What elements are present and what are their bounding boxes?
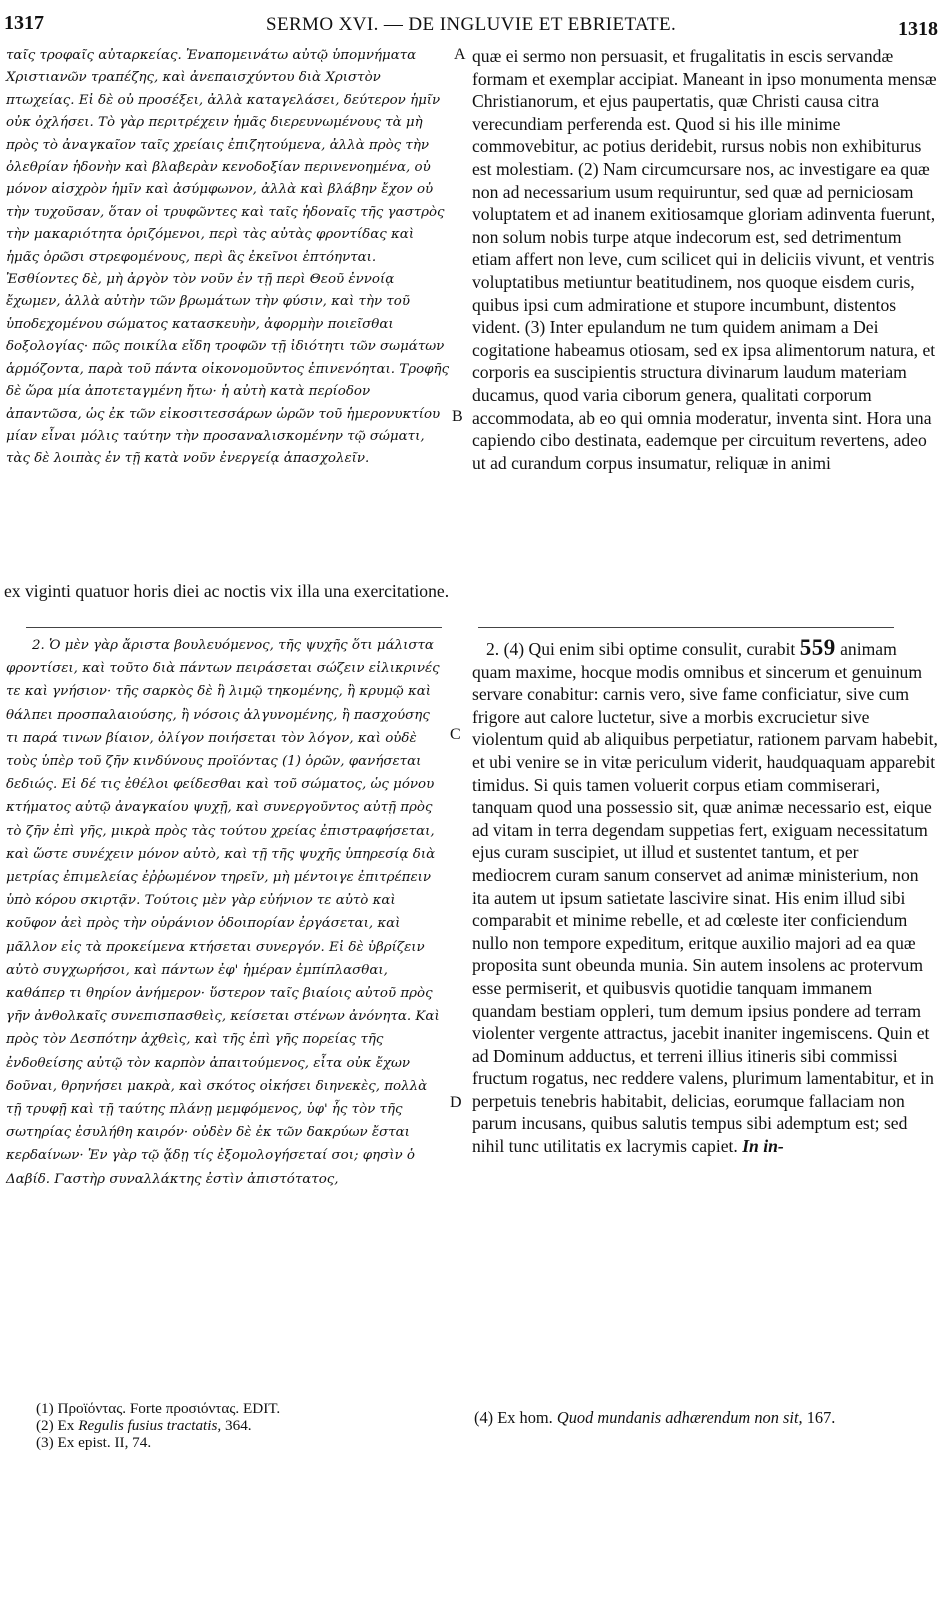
running-header (0, 10, 944, 44)
footnote-4 (474, 1408, 914, 1428)
footnote-2-title: Regulis fusius tractatis, (78, 1417, 222, 1434)
latin-italic-ending: In in- (742, 1136, 784, 1157)
footnote-4-prefix: (4) Ex hom. (474, 1408, 553, 1427)
latin-column-top (472, 45, 938, 474)
margin-letter-c: C (450, 726, 461, 743)
greek-text-top: ταῖς τροφαῖς αὐταρκείας. Ἐναπομεινάτω αὐτῷ ὑπομνήματα Χριστιανῶν τραπέζης, καὶ ἀνεπαισχύντου διὰ Χριστὸν πτωχείας. Εἰ δὲ οὐ προσέξει, ἀλλὰ καταγελάσει, δεύτερον ἡμῖν οὐκ ὀχλήσει. Τὸ γὰρ περιτρέχειν ἡμᾶς διερευνωμένους τὰ μὴ πρὸς τὸ ἀναγκαῖον ταῖς χρείαις ἐπιζητούμενα, ἀλλὰ πρὸς τὴν ὀλεθρίαν ἡδονὴν καὶ βλαβερὰν κενοδοξίαν περινενοημένα, οὐ μόνον αἰσχρὸν ἡμῖν καὶ ἀσύμφωνον, ἀλλὰ καὶ βλάβην ἔχον οὐ τὴν τυχοῦσαν, ὅταν οἱ τρυφῶντες καὶ ταῖς ἡδοναῖς τῆς γαστρὸς τὴν μακαριότητα ὁριζόμενοι, περὶ τὰς αὐτὰς φροντίδας καὶ ἡμᾶς ὁρῶσι στρεφομένους, περὶ ἃς ἐκεῖνοι ἐπτόηνται. Ἐσθίοντες δὲ, μὴ ἀργὸν τὸν νοῦν ἐν τῇ περὶ Θεοῦ ἐννοίᾳ ἔχωμεν, ἀλλὰ αὐτὴν τῶν βρωμάτων τὴν φύσιν, καὶ τὴν τοῦ ὑποδεχομένου σώματος κατασκευὴν, ἀφορμὴν ποιεῖσθαι δοξολογίας· πῶς ποικίλα εἴδη τροφῶν τῇ ἰδιότητι τῶν σωμάτων ἁρμόζοντα, παρὰ τοῦ πάντα οἰκονομοῦντος ἐπινενόηται. Τροφῆς δὲ ὥρα μία ἀποτεταγμένη ἤτω· ἡ αὐτὴ κατὰ περίοδον ἀπαντῶσα, ὡς ἐκ τῶν εἰκοσιτεσσάρων ὡρῶν τοῦ ἡμερονυκτίου μίαν εἶναι μόλις ταύτην τὴν προσαναλισκομένην τῷ σώματι, τὰς δὲ λοιπὰς ἐν τῇ κατὰ νοῦν ἐνεργείᾳ ἀπασχολεῖν. (6, 48, 450, 467)
latin-paragraph-2 (472, 637, 938, 1158)
column-number: 559 (799, 635, 836, 660)
margin-letter-b: B (452, 408, 463, 425)
footnote-4-suffix: 167. (806, 1408, 836, 1427)
greek-column-top (6, 45, 450, 471)
footnotes-right (474, 1408, 914, 1428)
latin-text-top: quæ ei sermo non persuasit, et frugalitatis in escis servandæ formam et exemplar accipiat. Maneant in ipso monumenta mensæ Christianorum, et ejus paupertatis, quæ Christi causa citra verecundiam perferenda est. Quod si his ille minime commovebitur, ac potius deridebit, rursus nobis non exhibiturus est molestiam. (2) Nam circumcursare nos, ac investigare ea quæ non ad necessarium usum requiruntur, sed quæ ad perniciosam voluptatem et ad inanem exitiosamque gloriam adinventa fuerunt, non solum nobis turpe atque indecorum est, sed detrimentum etiam affert non leve, cum scilicet qui in deliciis vivunt, et ventris voluptatibus metiuntur beatitudinem, nos quoque eisdem curis, quibus ipsi cum admiratione et stupore incumbunt, distentos vident. (3) Inter epulandum ne tum quidem animam a Dei cogitatione habeamus otiosam, sed ex ipsa alimentorum natura, et corporis ea suscipientis structura divinarum laudum materiam ducamus, quod varia ciborum genera, qualitati corporum accommodata, ab eo qui omnia moderatur, inventa sint. Hora una capiendo cibo destinata, eademque per circuitum revertens, adeo ut ad curandum corpus insumatur, reliquæ in animi (472, 46, 937, 473)
divider-left (26, 627, 442, 628)
latin-overflow-line: ex viginti quatuor horis diei ac noctis vix illa una exercitatione. (4, 581, 450, 601)
running-title: SERMO XVI. — DE INGLUVIE ET EBRIETATE. (266, 14, 677, 35)
page-number-right: 1318 (898, 18, 938, 40)
latin-paragraph-body: animam quam maxime, hocque modis omnibus et sincerum et genuinum servare conabitur: carnis vero, sive fame conficiatur, sive cum frigore aut calore luctetur, sive a morbis excrucietur sive violentum quid ab aliquibus perpetiatur, rationem parvam habebit, et ubi venire se in vitæ periculum viderit, haudquaquam apparebit timidus. Si quis tamen voluerit corpus etiam commiserari, tanquam quod una possessio sit, quæ animæ necessario est, eique ad vitam in terra degendam suppetias fert, exiguam necessitatum ejus curam suscipiet, ut illud et sustentet tantum, et per mediocrem curam sanum conservet ad animæ ministerium, non ita autem ut ipsum satietate lascivire sinat. His enim illud sibi comparabit et minime rebelle, et ad cœleste iter conficiendum nullo non tempore expeditum, eritque auxilio majori ad ea quæ proposita sunt obeunda munia. Sin autem insolens ac protervum esse permiserit, et quibusvis quotidie tanquam immanem quandam bestiam oppleri, tum demum ipsius pondere ad terram violenter vergente attractus, jacebit inaniter ingemiscens. Quin et ad Dominum adductus, et terreni illius itineris sibi commissi fructum rogatus, nec reddere valens, plurimum lamentabitur, et in perpetuis tenebris habitabit, delicias, eorumque fallaciam non parum incusans, quibus salutis tempus sibi ademptum est; sed nihil tunc utilitatis ex lacrymis capiet. (472, 639, 938, 1157)
footnote-3: (3) Ex epist. II, 74. (36, 1434, 152, 1451)
footnote-2-prefix: (2) Ex (36, 1417, 75, 1434)
latin-column-bottom (472, 637, 938, 1158)
footnotes-left (36, 1400, 446, 1451)
footnote-2 (36, 1417, 446, 1434)
margin-letter-a: A (454, 46, 466, 63)
footnote-4-title: Quod mundanis adhærendum non sit, (556, 1408, 803, 1427)
latin-paragraph-lead: 2. (4) Qui enim sibi optime consulit, curabit (486, 639, 796, 659)
greek-column-bottom (6, 634, 446, 1191)
greek-text-bottom: 2. Ὁ μὲν γὰρ ἄριστα βουλευόμενος, τῆς ψυχῆς ὅτι μάλιστα φροντίσει, καὶ τοῦτο διὰ πάντων πειράσεται σώζειν εἰλικρινές τε καὶ γνήσιον· τῆς σαρκὸς δὲ ἢ λιμῷ τηκομένης, ἢ κρυμῷ καὶ θάλπει προσπαλαιούσης, ἢ νόσοις ἀλγυνομένης, ἢ πασχούσης τι παρά τινων βίαιον, ὀλίγον ποιήσεται τὸν λόγον, καὶ οὐδὲ τοὺς ὑπὲρ τοῦ ζῆν κινδύνους προϊόντας (1) ὁρῶν, φανήσεται δεδιώς. Εἰ δέ τις ἐθέλοι φείδεσθαι καὶ τοῦ σώματος, ὡς μόνου κτήματος αὐτῷ ἀναγκαίου ψυχῇ, καὶ συνεργοῦντος αὐτῇ πρὸς τὸ ζῆν ἐπὶ γῆς, μικρὰ πρὸς τὰς τούτου χρείας ἐπιστραφήσεται, καὶ ὥστε συνέχειν μόνον αὐτὸ, καὶ τῇ τῆς ψυχῆς ὑπηρεσίᾳ διὰ μετρίας ἐπιμελείας ἐῤῥωμένον τηρεῖν, μὴ μέντοιγε ἐπιτρέπειν ὑπὸ κόρου σκιρτᾷν. Τούτοις μὲν γὰρ εὐήνιον τε αὐτὸ καὶ κοῦφον ἀεὶ πρὸς τὴν οὐράνιον ὁδοιπορίαν ἐργάσεται, καὶ μᾶλλον εἰς τὰ προκείμενα κτήσεται συνεργόν. Εἰ δὲ ὑβρίζειν αὐτὸ συγχωρήσοι, καὶ πάντων ἐφ' ἡμέραν ἐμπίπλασθαι, καθάπερ τι θηρίον ἀνήμερον· ὕστερον ταῖς βιαίοις αὐτοῦ πρὸς γῆν ἀνθολκαῖς συνεπισπασθεὶς, κείσεται στένων ἀνόνητα. Καὶ πρὸς τὸν Δεσπότην ἀχθεὶς, καὶ τῆς ἐπὶ γῆς πορείας τῆς ἐνδοθείσης αὐτῷ τὸν καρπὸν ἀπαιτούμενος, εἶτα οὐκ ἔχων δοῦναι, θρηνήσει μακρὰ, καὶ σκότος οἰκήσει διηνεκὲς, πολλὰ τῇ τρυφῇ καὶ τῇ ταύτης πλάνῃ μεμφόμενος, ὑφ' ἧς τὸν τῆς σωτηρίας ἐσυλήθη καιρόν· οὐδὲν δὲ ἐκ τῶν δακρύων ἔσται κερδαίνων· Ἐν γὰρ τῷ ᾅδῃ τίς ἐξομολογήσεταί σοι; φησὶν ὁ Δαβίδ. Γαστὴρ συναλλάκτης ἐστὶν ἀπιστότατος, (6, 638, 440, 1187)
footnote-1: (1) Προϊόντας. Forte προσιόντας. EDIT. (36, 1400, 281, 1417)
divider-right (478, 627, 894, 628)
margin-letter-d: D (450, 1094, 462, 1111)
footnote-2-suffix: 364. (225, 1417, 252, 1434)
page-number-left: 1317 (4, 12, 44, 34)
